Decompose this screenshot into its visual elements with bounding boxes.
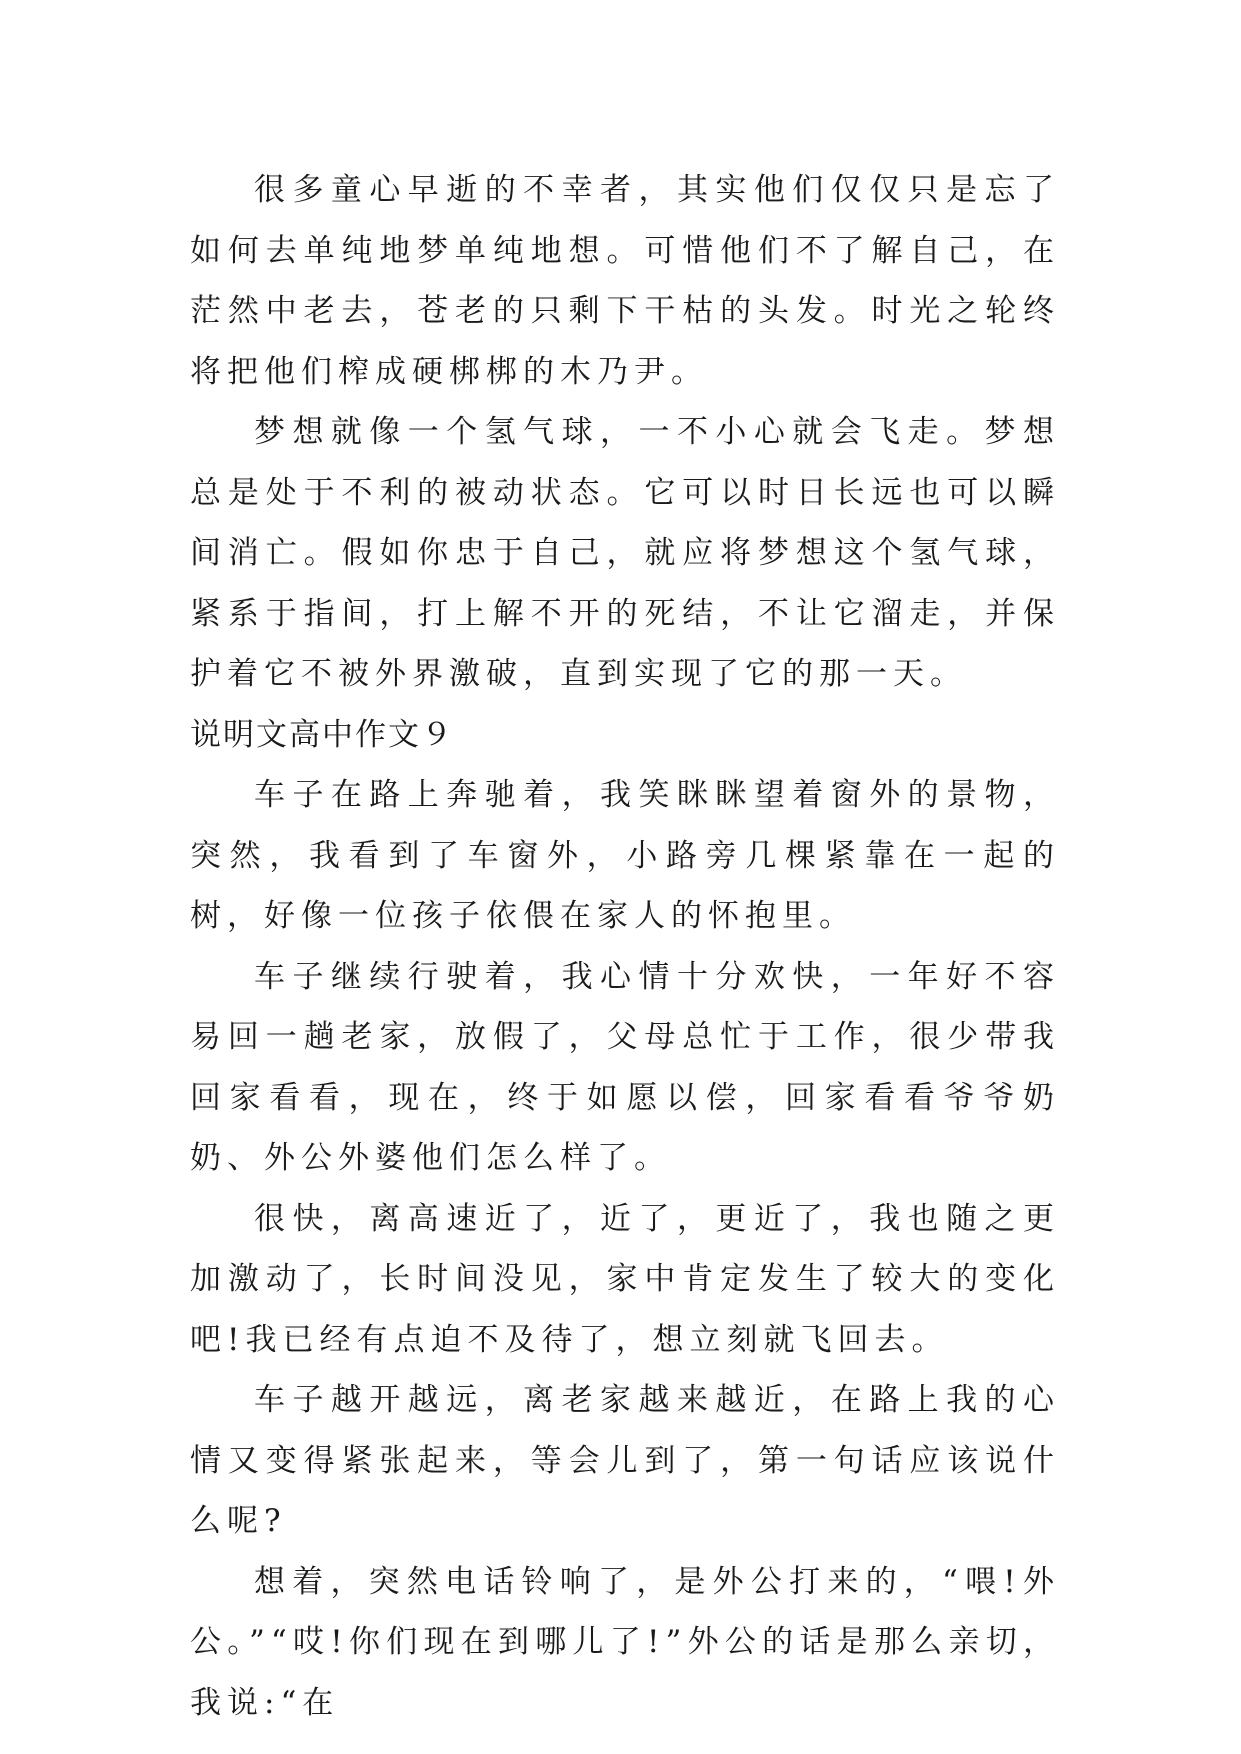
paragraph-nervous: 车子越开越远，离老家越来越近，在路上我的心情又变得紧张起来，等会儿到了，第一句话应该说什么呢? bbox=[190, 1382, 1060, 1539]
paragraph-going-home: 车子继续行驶着，我心情十分欢快，一年好不容易回一趟老家，放假了，父母总忙于工作，很少带我回家看看，现在，终于如愿以偿，回家看看爷爷奶奶、外公外婆他们怎么样了。 bbox=[190, 958, 1060, 1176]
section-heading: 说明文高中作文９ bbox=[190, 716, 454, 753]
document-body bbox=[190, 160, 1060, 1733]
paragraph-balloon-metaphor: 梦想就像一个氢气球，一不小心就会飞走。梦想总是处于不利的被动状态。它可以时日长远也可以瞬间消亡。假如你忠于自己，就应将梦想这个氢气球，紧系于指间，打上解不开的死结，不让它溜走，并保护着它不被外界激破，直到实现了它的那一天。 bbox=[190, 414, 1060, 692]
paragraph-phone-call: 想着，突然电话铃响了，是外公打来的，“喂!外公。”“哎!你们现在到哪儿了!”外公的话是那么亲切，我说:“在 bbox=[190, 1563, 1060, 1721]
paragraph-car-journey: 车子在路上奔驰着，我笑眯眯望着窗外的景物，突然，我看到了车窗外，小路旁几棵紧靠在一起的树，好像一位孩子依偎在家人的怀抱里。 bbox=[190, 777, 1060, 934]
paragraph-highway: 很快，离高速近了，近了，更近了，我也随之更加激动了，长时间没见，家中肯定发生了较大的变化吧!我已经有点迫不及待了，想立刻就飞回去。 bbox=[190, 1200, 1060, 1358]
paragraph-childhood-dreams: 很多童心早逝的不幸者，其实他们仅仅只是忘了如何去单纯地梦单纯地想。可惜他们不了解自己，在茫然中老去，苍老的只剩下干枯的头发。时光之轮终将把他们榨成硬梆梆的木乃尹。 bbox=[190, 172, 1060, 390]
